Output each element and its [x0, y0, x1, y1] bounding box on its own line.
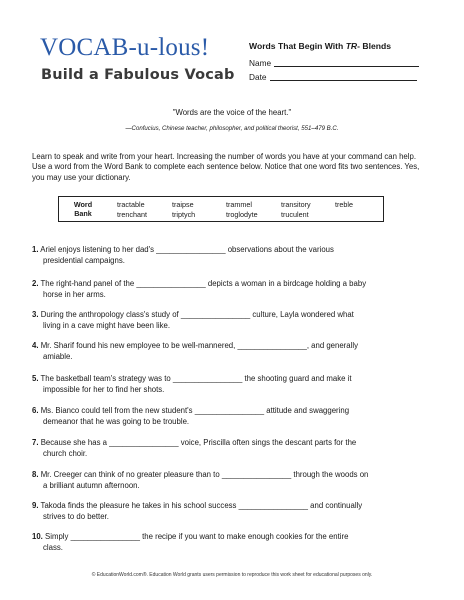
item-number: 9. [32, 501, 39, 510]
item-line1: Simply ________________ the recipe if you want to make enough cookies for the entire [45, 532, 349, 541]
item-number: 8. [32, 470, 39, 479]
item-number: 3. [32, 310, 39, 319]
logo-subtitle: Build a Fabulous Vocab [41, 67, 235, 83]
item-line2: amiable. [43, 351, 73, 361]
title-suffix: - Blends [357, 41, 392, 51]
quote-text: "Words are the voice of the heart." [172, 108, 292, 117]
sentence-item [32, 406, 452, 427]
item-number: 4. [32, 341, 39, 350]
bank-word: troglodyte [226, 210, 258, 219]
bank-word: triptych [172, 210, 196, 219]
item-line2: demeanor that he was going to be trouble. [43, 416, 190, 426]
sentence-item [32, 532, 452, 553]
quote-attribution: —Confucius, Chinese teacher, philosopher, and political theorist, 551–479 B.C. [125, 125, 339, 132]
item-line2: church choir. [43, 448, 88, 458]
bank-word: trenchant [117, 210, 147, 219]
intro-paragraph: Learn to speak and write from your heart. Increasing the number of words you have at your command can help. Use a word from the Word Bank to complete each sentence below. Notice that one word fits two sentences. Yes, you may use your dictionary. [32, 152, 420, 182]
item-line1: During the anthropology class's study of ________________ culture, Layla wondered what [40, 310, 354, 319]
sentence-item [32, 470, 452, 491]
item-line1: The basketball team's strategy was to ________________ the shooting guard and make it [40, 374, 352, 383]
item-number: 7. [32, 438, 39, 447]
title-prefix: Words That Begin With [249, 41, 346, 51]
item-line1: Ms. Bianco could tell from the new student's ________________ attitude and swaggering [40, 406, 350, 415]
sentence-item [32, 245, 452, 266]
bank-word: transitory [281, 200, 311, 209]
item-number: 1. [32, 245, 39, 254]
sentence-item [32, 374, 452, 395]
word-bank-label-line1: Word [73, 200, 93, 209]
item-line2: horse in her arms. [43, 289, 106, 299]
date-label: Date [249, 72, 267, 82]
item-number: 2. [32, 279, 39, 288]
bank-word: traipse [172, 200, 194, 209]
sentence-item [32, 438, 452, 459]
name-field [249, 58, 419, 68]
item-line1: The right-hand panel of the ________________ depicts a woman in a birdcage holding a baby [40, 279, 367, 288]
sentence-item [32, 341, 452, 362]
word-bank-label [66, 200, 100, 219]
item-number: 10. [32, 532, 43, 541]
bank-word: trammel [226, 200, 252, 209]
bank-word: tractable [117, 200, 145, 209]
item-number: 5. [32, 374, 39, 383]
item-line1: Mr. Sharif found his new employee to be well-mannered, ________________, and generally [40, 341, 358, 350]
item-line1: Because she has a ________________ voice, Priscilla often sings the descant parts for the [40, 438, 357, 447]
sentence-item [32, 279, 452, 300]
date-blank [270, 72, 417, 81]
item-line1: Ariel enjoys listening to her dad's ________________ observations about the various [40, 245, 334, 254]
item-line2: strives to do better. [43, 511, 109, 521]
item-line2: a brilliant autumn afternoon. [43, 480, 140, 490]
bank-word: treble [335, 200, 353, 209]
sentence-item [32, 310, 452, 331]
name-label: Name [249, 58, 272, 68]
item-line2: impossible for her to find her shots. [43, 384, 165, 394]
item-line2: living in a cave might have been like. [43, 320, 170, 330]
logo-title: VOCAB-u-lous! [40, 34, 210, 61]
worksheet-title [249, 41, 391, 51]
vocab-logo [40, 34, 235, 88]
item-line2: class. [43, 542, 63, 552]
copyright-footer: © EducationWorld.com®. Education World grants users permission to reproduce this work sheet for educational purposes only. [91, 572, 373, 578]
date-field [249, 72, 417, 82]
bank-word: truculent [281, 210, 309, 219]
item-number: 6. [32, 406, 39, 415]
word-bank-label-line2: Bank [74, 209, 92, 219]
title-italic: TR [345, 41, 358, 51]
name-blank [274, 58, 419, 67]
item-line1: Mr. Creeger can think of no greater pleasure than to ________________ through the woods on [40, 470, 369, 479]
item-line2: presidential campaigns. [43, 255, 125, 265]
word-bank-box [58, 196, 384, 222]
item-line1: Takoda finds the pleasure he takes in his school success ________________ and continually [40, 501, 363, 510]
sentence-item [32, 501, 452, 522]
